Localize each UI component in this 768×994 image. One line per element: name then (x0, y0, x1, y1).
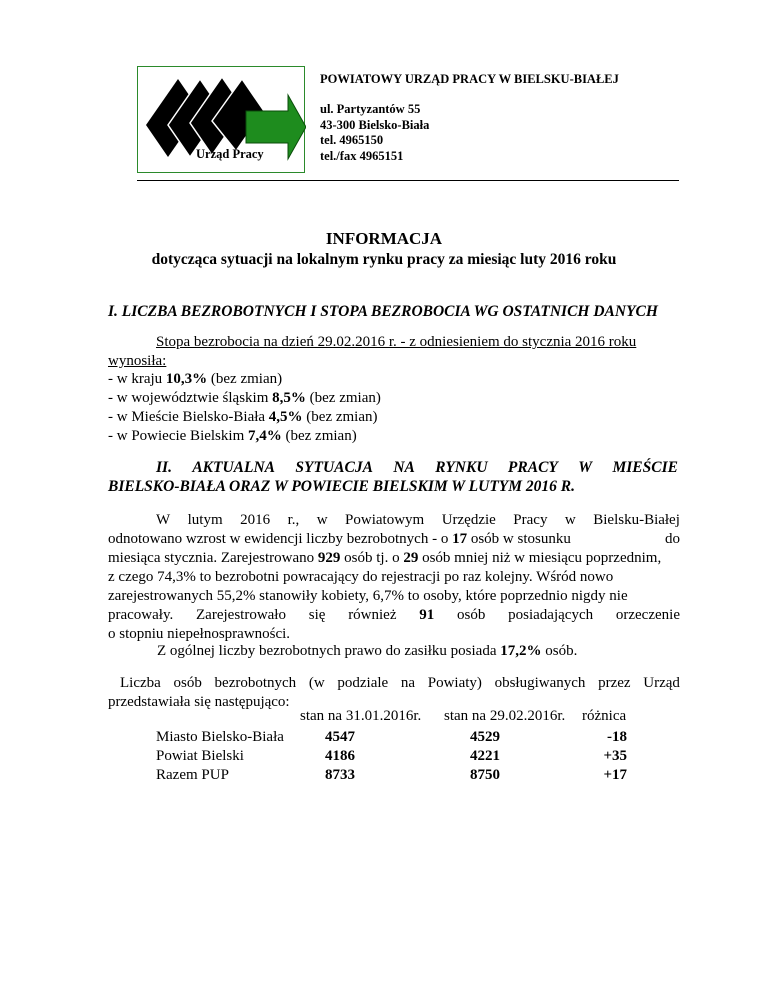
table-cell: 4221 (470, 748, 500, 764)
section1-intro (108, 333, 678, 371)
logo (137, 66, 305, 173)
row-label: Powiat Bielski (156, 748, 244, 764)
table-cell: 4186 (325, 748, 355, 764)
p1-line7: o stopniu niepełnosprawności. (108, 626, 291, 642)
intro-line2: wynosiła: (108, 353, 167, 369)
table-cell: 8733 (325, 767, 355, 783)
table-cell: +35 (603, 748, 627, 764)
section2-heading (108, 458, 678, 496)
p1-line5: zarejestrowanych 55,2% stanowiły kobiety, 6,7% to osoby, które poprzednio nigdy nie (108, 588, 628, 604)
counts-intro-line2: przedstawiała się następująco: (108, 694, 290, 710)
column-header: stan na 29.02.2016r. (444, 708, 566, 724)
p1-line6: pracowały. Zarejestrowało się również 91 osób posiadających orzeczenie (108, 607, 680, 623)
list-item: - w Mieście Bielsko-Biała 4,5% (bez zmian) (108, 409, 378, 425)
address-block (320, 102, 429, 164)
counts-intro-line1: Liczba osób bezrobotnych (w podziale na Powiaty) obsługiwanych przez Urząd (120, 675, 680, 691)
section1-heading: I. LICZBA BEZROBOTNYCH I STOPA BEZROBOCIA WG OSTATNICH DANYCH (108, 303, 658, 320)
header-divider (137, 180, 679, 181)
section2-paragraph (108, 511, 680, 644)
list-item: - w województwie śląskim 8,5% (bez zmian) (108, 390, 381, 406)
p1-line3: miesiąca stycznia. Zarejestrowano 929 osób tj. o 29 osób mniej niż w miesiącu poprzednim, (108, 550, 662, 566)
list-item: - w kraju 10,3% (bez zmian) (108, 371, 283, 387)
p1-line1: W lutym 2016 r., w Powiatowym Urzędzie Pracy w Bielsku-Białej (156, 512, 680, 528)
organization-name: POWIATOWY URZĄD PRACY W BIELSKU-BIAŁEJ (320, 72, 619, 86)
table-cell: +17 (603, 767, 627, 783)
table-cell: -18 (607, 729, 627, 745)
counts-intro (108, 674, 680, 712)
table-cell: 4529 (470, 729, 500, 745)
address-city: 43-300 Bielsko-Biała (320, 117, 430, 132)
section2-heading-line1: II. AKTUALNA SYTUACJA NA RYNKU PRACY W MIEŚCIE (156, 459, 678, 476)
p1-line4: z czego 74,3% to bezrobotni powracający do rejestracji po raz kolejny. Wśród nowo (108, 569, 614, 585)
column-header: stan na 31.01.2016r. (300, 708, 422, 724)
benefit-sentence: Z ogólnej liczby bezrobotnych prawo do zasiłku posiada 17,2% osób. (157, 643, 578, 659)
column-header: różnica (582, 708, 627, 724)
table-cell: 8750 (470, 767, 500, 783)
intro-line1: Stopa bezrobocia na dzień 29.02.2016 r. - z odniesieniem do stycznia 2016 roku (156, 334, 637, 350)
table-cell: 4547 (325, 729, 355, 745)
address-phone: tel. 4965150 (320, 133, 384, 147)
rate-list (108, 370, 381, 446)
list-item: - w Powiecie Bielskim 7,4% (bez zmian) (108, 428, 357, 444)
address-fax: tel./fax 4965151 (320, 148, 404, 163)
address-street: ul. Partyzantów 55 (320, 102, 421, 116)
document-subtitle: dotycząca sytuacji na lokalnym rynku pracy za miesiąc luty 2016 roku (151, 251, 617, 268)
p1-line2: odnotowano wzrost w ewidencji liczby bezrobotnych - o 17 osób w stosunku do (108, 531, 680, 547)
logo-caption: Urząd Pracy (196, 147, 264, 161)
section2-heading-line2: BIELSKO-BIAŁA ORAZ W POWIECIE BIELSKIM W LUTYM 2016 R. (108, 478, 575, 495)
document-title: INFORMACJA (325, 229, 443, 248)
row-label: Miasto Bielsko-Biała (156, 729, 284, 745)
row-label: Razem PUP (156, 767, 229, 783)
